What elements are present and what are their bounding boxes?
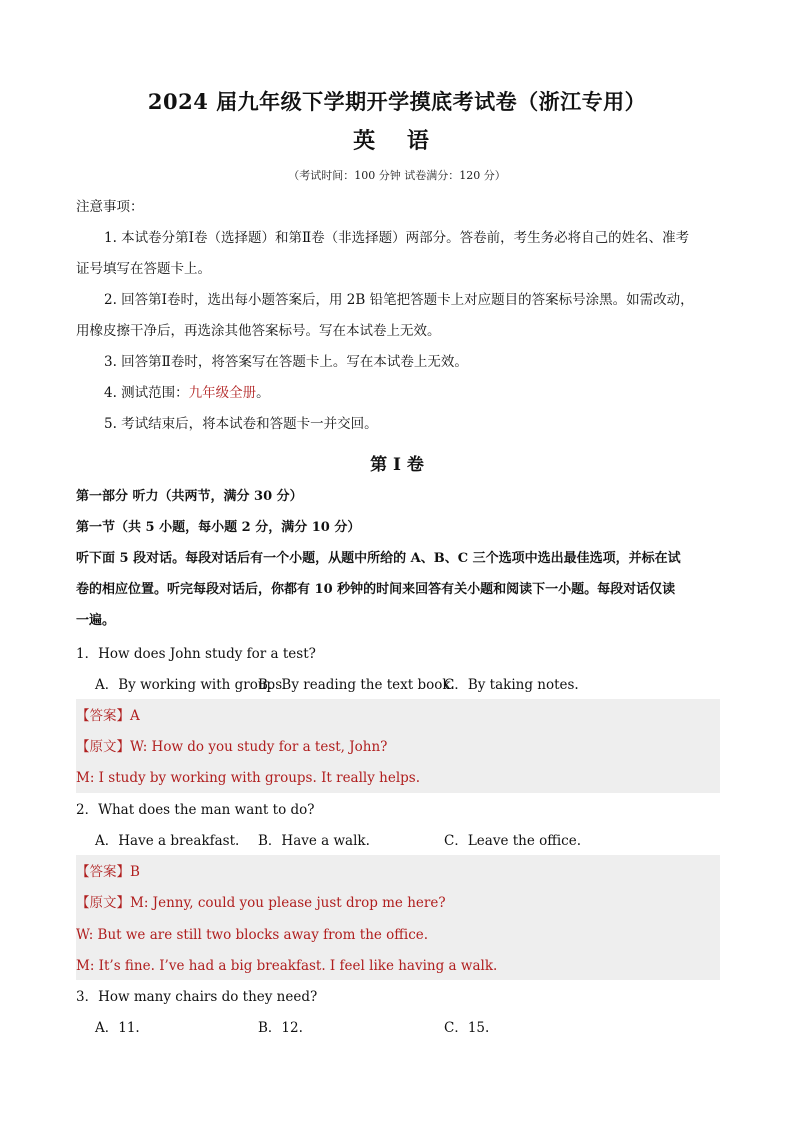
subject-title: 英 语 xyxy=(353,128,441,154)
answer-value: A xyxy=(130,708,140,724)
note-1-line-1: 1. 本试卷分第Ⅰ卷（选择题）和第Ⅱ卷（非选择题）两部分。答卷前，考生务必将自己的姓名、准考 xyxy=(104,230,690,246)
exam-title: 2024 届九年级下学期开学摸底考试卷（浙江专用） xyxy=(147,89,647,114)
question-3-option-b: B．12. xyxy=(258,1020,303,1036)
question-2-transcript-line-1 xyxy=(76,893,724,913)
answer-label: 【答案】 xyxy=(76,708,130,724)
question-2-option-c: C．Leave the office. xyxy=(444,833,582,849)
transcript-text: W: How do you study for a test, John? xyxy=(130,739,388,755)
instruction-line-2: 卷的相应位置。听完每段对话后，你都有 10 秒钟的时间来回答有关小题和阅读下一小题。每段对话仅读 xyxy=(76,582,676,597)
note-1-line-2: 证号填写在答题卡上。 xyxy=(76,261,211,277)
answer-value: B xyxy=(130,864,140,880)
question-1-option-c: C．By taking notes. xyxy=(444,677,579,693)
question-1-transcript-line-1 xyxy=(76,737,724,757)
note-5: 5. 考试结束后，将本试卷和答题卡一并交回。 xyxy=(104,416,378,432)
note-2-line-1: 2. 回答第Ⅰ卷时，选出每小题答案后，用 2B 铅笔把答题卡上对应题目的答案标号涂黑。如需改动， xyxy=(104,292,694,308)
transcript-text: M: Jenny, could you please just drop me here? xyxy=(130,895,446,911)
transcript-label: 【原文】 xyxy=(76,739,130,755)
note-4-scope: 九年级全册 xyxy=(188,385,257,401)
question-3-stem: 3．How many chairs do they need? xyxy=(76,989,318,1005)
exam-meta: （考试时间：100 分钟 试卷满分：120 分） xyxy=(288,169,506,182)
instruction-line-1: 听下面 5 段对话。每段对话后有一个小题，从题中所给的 A、B、C 三个选项中选出最佳选项，并标在试 xyxy=(76,551,681,566)
question-1-transcript-line-2: M: I study by working with groups. It really helps. xyxy=(76,770,421,786)
question-2-transcript-line-2: W: But we are still two blocks away from the office. xyxy=(76,927,429,943)
question-2-option-a: A．Have a breakfast. xyxy=(95,833,240,849)
note-4-prefix: 4. 测试范围： xyxy=(104,385,189,401)
question-1-option-a: A．By working with groups. xyxy=(95,677,287,693)
question-2-answer xyxy=(76,862,724,882)
question-2-stem: 2．What does the man want to do? xyxy=(76,802,315,818)
question-3-option-c: C．15. xyxy=(444,1020,490,1036)
notes-heading: 注意事项： xyxy=(76,199,144,215)
note-4 xyxy=(104,383,724,403)
question-1-stem: 1．How does John study for a test? xyxy=(76,646,316,662)
section-title: 第 I 卷 xyxy=(370,455,424,475)
subpart-heading: 第一节（共 5 小题，每小题 2 分，满分 10 分） xyxy=(76,520,361,535)
answer-label: 【答案】 xyxy=(76,864,130,880)
question-2-transcript-line-3: M: It’s fine. I’ve had a big breakfast. I feel like having a walk. xyxy=(76,958,498,974)
question-1-option-b: B．By reading the text book. xyxy=(258,677,455,693)
note-3: 3. 回答第Ⅱ卷时，将答案写在答题卡上。写在本试卷上无效。 xyxy=(104,354,468,370)
question-3-option-a: A．11. xyxy=(95,1020,140,1036)
transcript-label: 【原文】 xyxy=(76,895,130,911)
part-heading: 第一部分 听力（共两节，满分 30 分） xyxy=(76,489,303,504)
question-2-option-b: B．Have a walk. xyxy=(258,833,370,849)
note-2-line-2: 用橡皮擦干净后，再选涂其他答案标号。写在本试卷上无效。 xyxy=(76,323,441,339)
question-1-answer xyxy=(76,706,724,726)
instruction-line-3: 一遍。 xyxy=(76,613,116,628)
note-4-suffix: 。 xyxy=(256,385,270,401)
